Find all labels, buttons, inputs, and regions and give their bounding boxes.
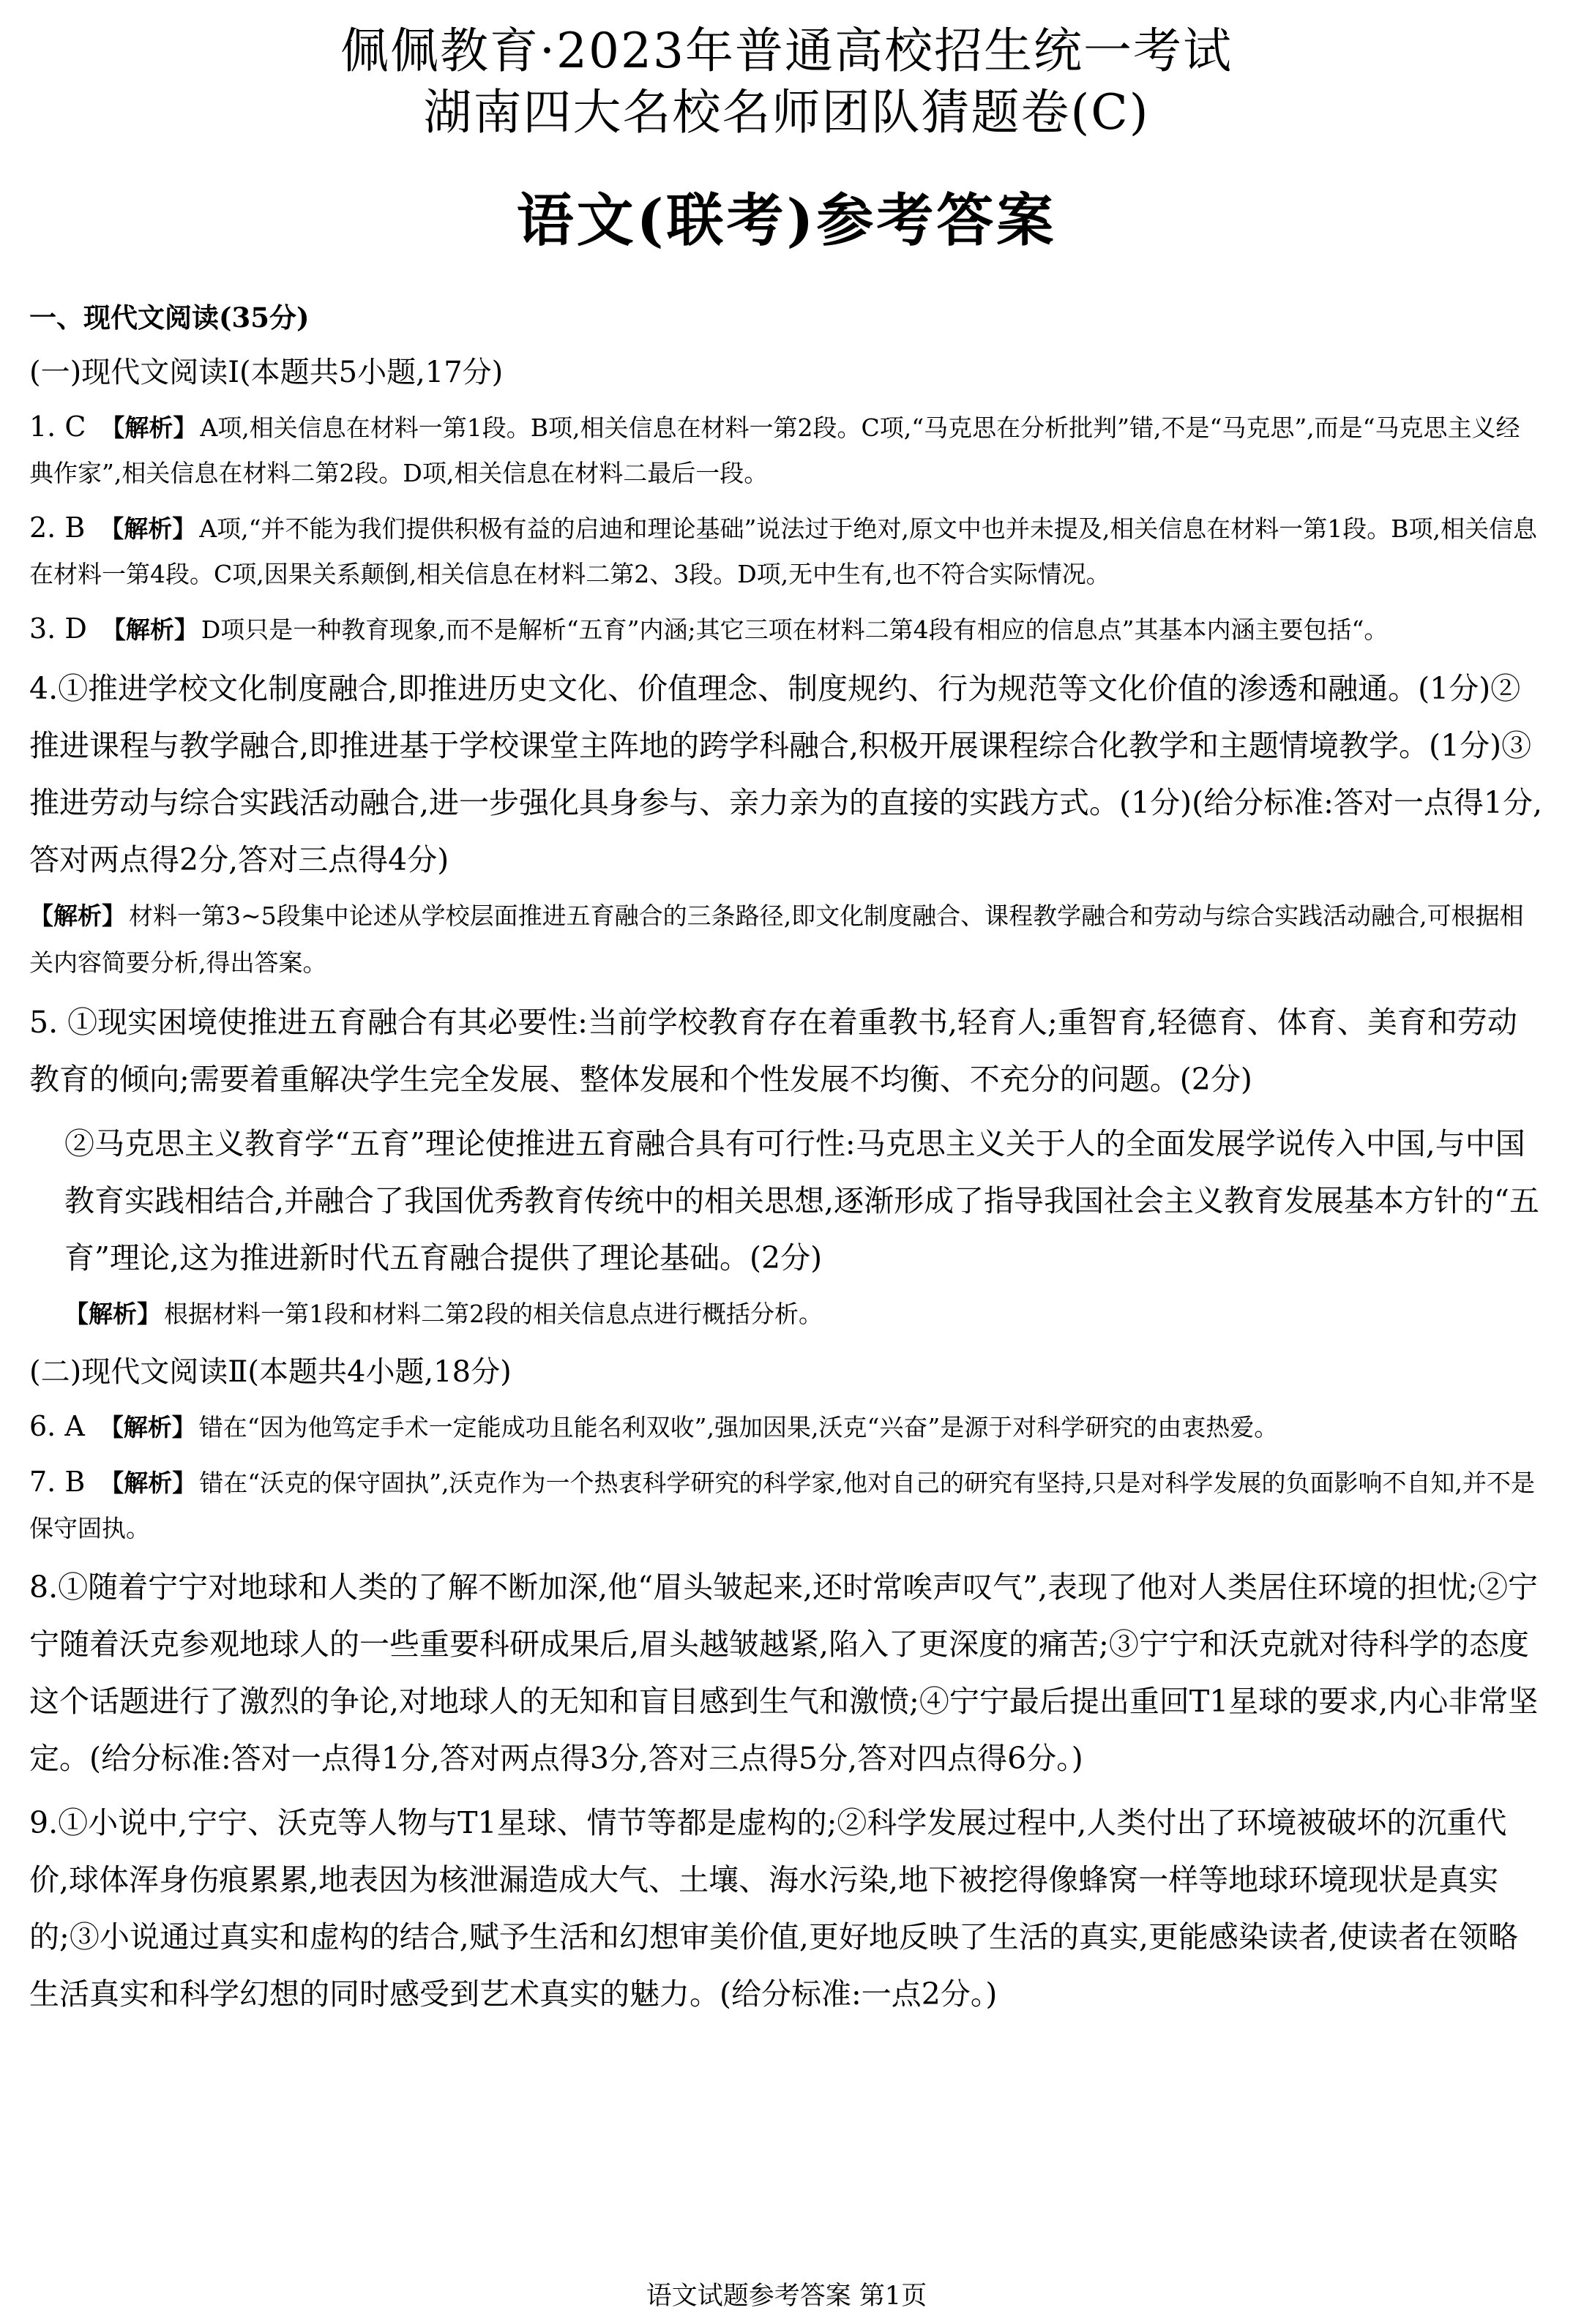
analysis-text: 根据材料一第1段和材料二第2段的相关信息点进行概括分析。 bbox=[164, 1300, 823, 1328]
part2-heading: (二)现代文阅读Ⅱ(本题共4小题,18分) bbox=[29, 1355, 512, 1389]
answer-text: ①推进学校文化制度融合,即推进历史文化、价值理念、制度规约、行为规范等文化价值的渗透和融通。(1分)②推进课程与教学融合,即推进基于学校课堂主阵地的跨学科融合,积极开展课程综合化教学和主题情境教学。(1分)③推进劳动与综合实践活动融合,进一步强化具身参与、亲力亲为的直接的实践方式。(1分)(给分标准:答对一点得1分,答对两点得2分,答对三点得4分) bbox=[29, 671, 1543, 877]
answer-number: 4. bbox=[29, 671, 59, 706]
answer-text: ①随着宁宁对地球和人类的了解不断加深,他“眉头皱起来,还时常唉声叹气”,表现了他对人类居住环境的担忧;②宁宁随着沃克参观地球人的一些重要科研成果后,眉头越皱越紧,陷入了更深度的痛苦;③宁宁和沃克就对待科学的态度这个话题进行了激烈的争论,对地球人的无知和盲目感到生气和激愤;④宁宁最后提出重回T1星球的要求,内心非常坚定。(给分标准:答对一点得1分,答对两点得3分,答对三点得5分,答对四点得6分。) bbox=[29, 1570, 1539, 1776]
analysis-text: A项,“并不能为我们提供积极有益的启迪和理论基础”说法过于绝对,原文中也并未提及,相关信息在材料一第1段。B项,相关信息在材料一第4段。C项,因果关系颠倒,相关信息在材料二第2、3段。D项,无中生有,也不符合实际情况。 bbox=[29, 514, 1538, 588]
answer-number: 9. bbox=[29, 1805, 59, 1840]
answer-item-3 bbox=[29, 606, 1544, 653]
answer-5-analysis bbox=[29, 1291, 1544, 1338]
answer-point-1: ①现实困境使推进五育融合有其必要性:当前学校教育存在着重教书,轻育人;重智育,轻德育、体育、美育和劳动教育的倾向;需要着重解决学生完全发展、整体发展和个性发展不均衡、不充分的问题。(2分) bbox=[29, 1005, 1517, 1097]
answer-text: ①小说中,宁宁、沃克等人物与T1星球、情节等都是虚构的;②科学发展过程中,人类付出了环境被破坏的沉重代价,球体浑身伤痕累累,地表因为核泄漏造成大气、土壤、海水污染,地下被挖得像蜂窝一样等地球环境现状是真实的;③小说通过真实和虚构的结合,赋予生活和幻想审美价值,更好地反映了生活的真实,更能感染读者,使读者在领略生活真实和科学幻想的同时感受到艺术真实的魅力。(给分标准:一点2分。) bbox=[29, 1805, 1518, 2012]
exam-subtitle: 湖南四大名校名师团队猜题卷(C) bbox=[423, 84, 1150, 140]
answer-item-8 bbox=[29, 1559, 1544, 1787]
analysis-text: 错在“沃克的保守固执”,沃克作为一个热衷科学研究的科学家,他对自己的研究有坚持,只是对科学发展的负面影响不自知,并不是保守固执。 bbox=[29, 1469, 1535, 1543]
analysis-text: 错在“因为他笃定手术一定能成功且能名利双收”,强加因果,沃克“兴奋”是源于对科学研究的由衷热爱。 bbox=[198, 1413, 1279, 1442]
section-heading: 一、现代文阅读(35分) bbox=[29, 301, 310, 334]
answer-item-2 bbox=[29, 505, 1544, 597]
answer-4-analysis bbox=[29, 893, 1544, 986]
exam-title: 佩佩教育·2023年普通高校招生统一考试 bbox=[340, 23, 1233, 79]
analysis-tag: 【解析】 bbox=[29, 902, 126, 930]
answer-number: 5. bbox=[29, 1005, 59, 1040]
analysis-tag: 【解析】 bbox=[100, 413, 198, 442]
answer-item-6 bbox=[29, 1403, 1544, 1450]
analysis-tag: 【解析】 bbox=[64, 1300, 161, 1328]
answer-number: 8. bbox=[29, 1570, 59, 1605]
analysis-text: 材料一第3~5段集中论述从学校层面推进五育融合的三条路径,即文化制度融合、课程教学融合和劳动与综合实践活动融合,可根据相关内容简要分析,得出答案。 bbox=[29, 902, 1524, 977]
answer-number: 2. B bbox=[29, 511, 86, 544]
part1-heading: (一)现代文阅读Ⅰ(本题共5小题,17分) bbox=[29, 356, 504, 389]
answer-number: 6. A bbox=[29, 1410, 85, 1442]
answer-number: 7. B bbox=[29, 1466, 86, 1498]
analysis-text: A项,相关信息在材料一第1段。B项,相关信息在材料一第2段。C项,“马克思在分析批判”错,不是“马克思”,而是“马克思主义经典作家”,相关信息在材料二第2段。D项,相关信息在材料二最后一段。 bbox=[29, 413, 1520, 487]
document-title: 语文(联考)参考答案 bbox=[516, 187, 1057, 254]
analysis-tag: 【解析】 bbox=[99, 1413, 196, 1442]
page-footer: 语文试题参考答案 第1页 bbox=[646, 2282, 927, 2311]
answer-item-7 bbox=[29, 1459, 1544, 1551]
answer-5-point-2: ②马克思主义教育学“五育”理论使推进五育融合具有可行性:马克思主义关于人的全面发展学说传入中国,与中国教育实践相结合,并融合了我国优秀教育传统中的相关思想,逐渐形成了指导我国社会主义教育发展基本方针的“五育”理论,这为推进新时代五育融合提供了理论基础。(2分) bbox=[64, 1126, 1540, 1275]
answer-item-1 bbox=[29, 404, 1544, 496]
answer-item-5 bbox=[29, 994, 1544, 1108]
answer-number: 3. D bbox=[29, 612, 87, 645]
analysis-tag: 【解析】 bbox=[100, 514, 197, 543]
analysis-tag: 【解析】 bbox=[100, 1469, 197, 1497]
analysis-tag: 【解析】 bbox=[101, 615, 198, 644]
answer-item-4 bbox=[29, 660, 1544, 888]
answer-item-9 bbox=[29, 1794, 1544, 2023]
analysis-text: D项只是一种教育现象,而不是解析“五育”内涵;其它三项在材料二第4段有相应的信息点”其基本内涵主要包括“。 bbox=[201, 615, 1389, 644]
answer-number: 1. C bbox=[29, 411, 86, 443]
